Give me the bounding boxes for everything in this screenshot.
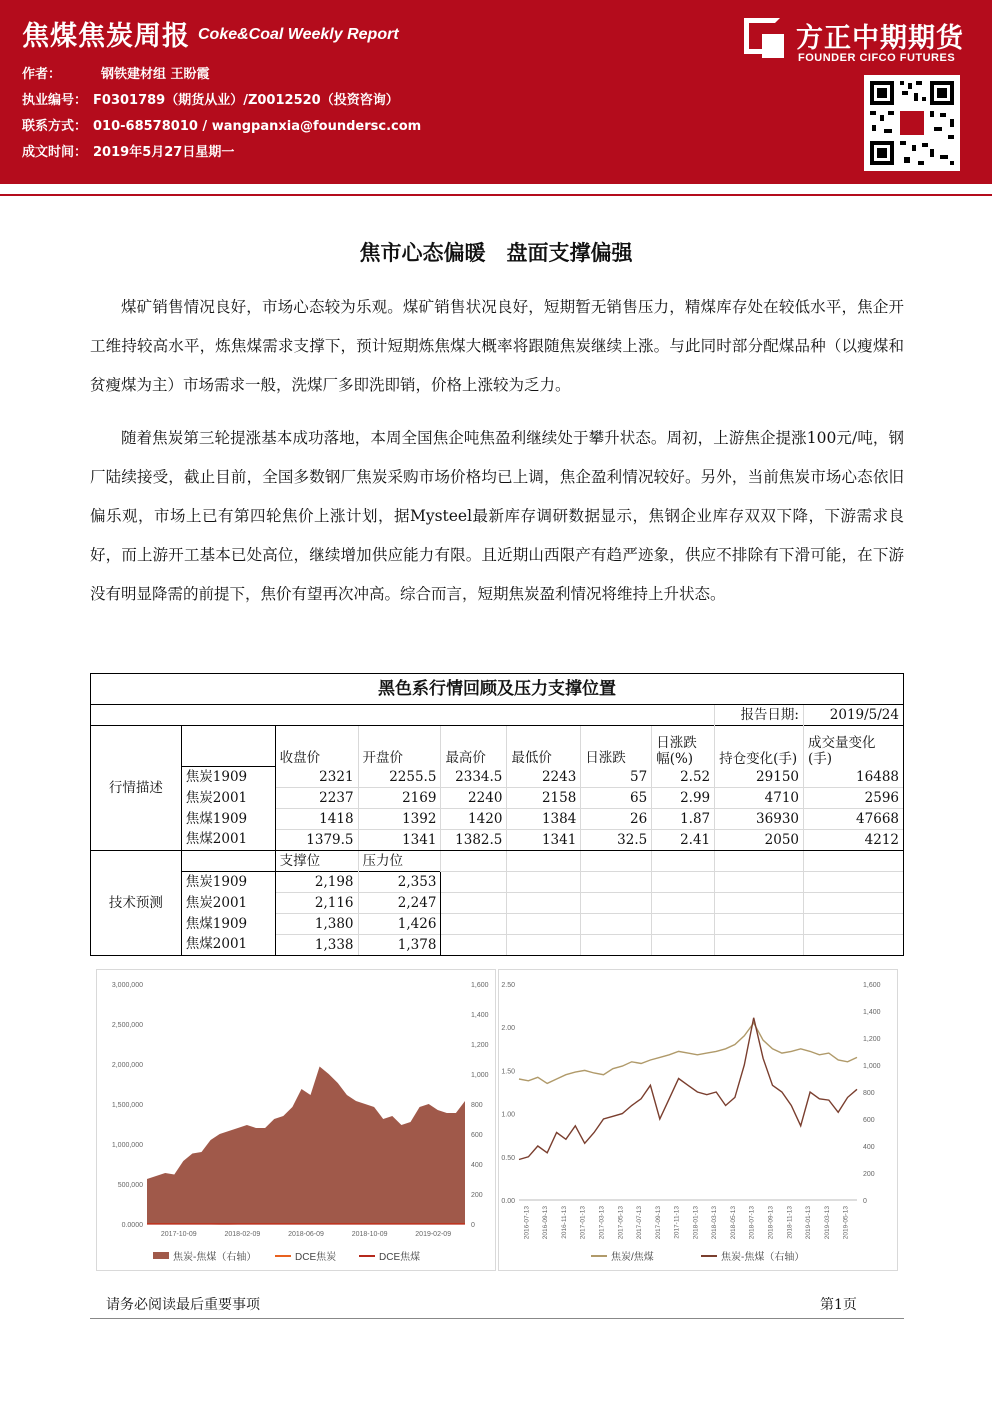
right-axis-tick: 1,000 [471, 1072, 489, 1079]
header-close: 收盘价 [275, 726, 358, 767]
spread-chart [96, 969, 496, 1271]
page-number: 第1页 [820, 1297, 857, 1313]
date-label: 成文时间： [22, 145, 88, 160]
table-row: 焦煤2001 1,338 1,378 [91, 934, 904, 955]
header-change-pct: 日涨跌幅(%) [652, 726, 715, 767]
contact-label: 联系方式： [22, 119, 88, 134]
right-axis-tick: 0 [471, 1222, 475, 1229]
x-axis-tick: 2018-07-13 [748, 1206, 756, 1240]
header-low: 最低价 [507, 726, 581, 767]
right-axis-tick: 1,200 [471, 1042, 489, 1049]
left-axis-tick: 2.00 [501, 1025, 515, 1033]
series-area [147, 1067, 465, 1225]
left-axis-tick: 1,000,000 [111, 1142, 143, 1149]
right-axis-tick: 600 [471, 1132, 483, 1139]
x-axis-tick: 2017-03-13 [598, 1206, 606, 1240]
header-open: 开盘价 [358, 726, 441, 767]
legend-label: 焦炭/焦煤 [611, 1252, 654, 1263]
table-row: 焦煤2001 1379.5 1341 1382.5 1341 32.5 2.41 2050 4212 [91, 829, 904, 850]
legend-label: DCE焦炭 [295, 1252, 337, 1263]
founder-logo-square [762, 34, 784, 58]
right-axis-tick: 1,200 [863, 1036, 881, 1043]
report-header [0, 0, 992, 184]
left-axis-tick: 1.50 [501, 1068, 515, 1076]
market-section-label: 行情描述 [91, 726, 182, 851]
market-table [90, 673, 904, 956]
footer-rule [90, 1318, 904, 1319]
x-axis-tick: 2016-07-13 [523, 1206, 531, 1240]
header-support: 支撑位 [275, 850, 358, 871]
x-axis-tick: 2016-11-13 [560, 1206, 568, 1239]
paragraph-1: 煤矿销售情况良好，市场心态较为乐观。煤矿销售状况良好，短期暂无销售压力，精煤库存处在较低水平，焦企开工维持较高水平，炼焦煤需求支撑下，预计短期炼焦煤大概率将跟随焦炭继续上涨。与此同时部分配煤品种（以瘦煤和贫瘦煤为主）市场需求一般，洗煤厂多即洗即销，价格上涨较为乏力。 [90, 298, 904, 394]
spread-chart-svg [97, 970, 495, 1270]
x-axis-tick: 2017-07-13 [636, 1206, 644, 1240]
report-date-label: 报告日期: [715, 705, 804, 726]
right-axis-tick: 0 [863, 1198, 867, 1205]
x-axis-tick: 2018-06-09 [288, 1231, 324, 1238]
paragraph-2: 随着焦炭第三轮提涨基本成功落地，本周全国焦企吨焦盈利继续处于攀升状态。周初，上游焦企提涨100元/吨，钢厂陆续接受，截止目前，全国多数钢厂焦炭采购市场价格均已上调，焦企盈利情况较好。另外，当前焦炭市场心态依旧偏乐观，市场上已有第四轮焦价上涨计划，据Mysteel最新库存调研数据显示，焦钢企业库存双双下降，下游需求良好，而上游开工基本已处高位，继续增加供应能力有限。且近期山西限产有趋严迹象，供应不排除有下滑可能，在下游没有明显降需的前提下，焦价有望再次冲高。综合而言，短期焦炭盈利情况将维持上升状态。 [90, 429, 904, 603]
x-axis-tick: 2019-02-09 [415, 1231, 452, 1238]
header-high: 最高价 [441, 726, 507, 767]
brand-name-cn: 方正中期期货 [796, 23, 964, 54]
left-axis-tick: 2,500,000 [111, 1022, 143, 1029]
left-axis-tick: 0.00 [501, 1198, 515, 1205]
left-axis-tick: 2.50 [501, 982, 515, 989]
table-row: 焦煤1909 1418 1392 1420 1384 26 1.87 36930 47668 [91, 808, 904, 829]
right-axis-tick: 200 [471, 1192, 483, 1199]
left-axis-tick: 3,000,000 [111, 982, 143, 989]
right-axis-tick: 1,400 [471, 1012, 489, 1019]
legend-label: 焦炭-焦煤（右轴） [173, 1252, 257, 1263]
report-subtitle: Coke&Coal Weekly Report [198, 26, 399, 43]
x-axis-tick: 2019-05-13 [842, 1206, 850, 1240]
right-axis-tick: 1,600 [471, 982, 489, 989]
qr-code-icon [864, 75, 960, 171]
tech-section-label: 技术预测 [91, 850, 182, 955]
right-axis-tick: 800 [471, 1102, 483, 1109]
left-axis-tick: 2,000,000 [111, 1062, 143, 1069]
left-axis-tick: 0.0000 [121, 1222, 143, 1229]
legend-label: DCE焦煤 [379, 1252, 421, 1263]
right-axis-tick: 200 [863, 1171, 875, 1178]
table-row: 焦炭2001 2,116 2,247 [91, 892, 904, 913]
header-rule [0, 194, 992, 196]
x-axis-tick: 2018-05-13 [729, 1206, 737, 1240]
header-change: 日涨跌 [581, 726, 652, 767]
header-resistance: 压力位 [358, 850, 441, 871]
x-axis-tick: 2017-09-13 [654, 1206, 662, 1240]
left-axis-tick: 0.50 [501, 1154, 515, 1162]
author-label: 作者： [22, 67, 62, 82]
disclaimer-note: 请务必阅读最后重要事项 [106, 1297, 260, 1313]
x-axis-tick: 2019-03-13 [823, 1206, 831, 1240]
report-title: 焦煤焦炭周报 [22, 21, 190, 52]
table-title: 黑色系行情回顾及压力支撑位置 [91, 674, 904, 705]
x-axis-tick: 2017-01-13 [579, 1206, 587, 1240]
header-oi-change: 持仓变化(手) [715, 726, 804, 767]
brand-name-en: FOUNDER CIFCO FUTURES [798, 52, 956, 64]
right-axis-tick: 600 [863, 1117, 875, 1124]
series-line [519, 1018, 857, 1160]
x-axis-tick: 2018-10-09 [351, 1231, 388, 1238]
right-axis-tick: 1,600 [863, 982, 881, 989]
right-axis-tick: 1,400 [863, 1009, 881, 1016]
report-date-value: 2019/5/24 [804, 705, 904, 726]
x-axis-tick: 2018-01-13 [692, 1206, 700, 1240]
x-axis-tick: 2018-03-13 [711, 1206, 719, 1240]
left-axis-tick: 1.00 [501, 1111, 515, 1119]
ratio-chart-svg [499, 970, 897, 1270]
legend-swatch [153, 1252, 169, 1259]
left-axis-tick: 500,000 [117, 1182, 143, 1189]
header-volume-change: 成交量变化(手) [804, 726, 904, 767]
left-axis-tick: 1,500,000 [111, 1102, 143, 1109]
right-axis-tick: 800 [863, 1090, 875, 1097]
x-axis-tick: 2019-01-13 [805, 1206, 813, 1240]
right-axis-tick: 400 [863, 1144, 875, 1151]
x-axis-tick: 2016-09-13 [542, 1206, 550, 1240]
contact-info: 010-68578010 / wangpanxia@foundersc.com [93, 119, 422, 134]
x-axis-tick: 2017-11-13 [673, 1206, 681, 1239]
report-date: 2019年5月27日星期一 [93, 145, 235, 160]
x-axis-tick: 2018-09-13 [767, 1206, 775, 1240]
header-gap [0, 184, 992, 194]
x-axis-tick: 2018-11-13 [786, 1206, 794, 1239]
right-axis-tick: 1,000 [863, 1063, 881, 1070]
table-row: 焦炭1909 2321 2255.5 2334.5 2243 57 2.52 29150 16488 [91, 767, 904, 788]
x-axis-tick: 2017-10-09 [160, 1231, 197, 1238]
table-row: 焦炭1909 2,198 2,353 [91, 871, 904, 892]
license-label: 执业编号： [22, 93, 88, 108]
series-line [519, 1023, 857, 1084]
legend-label: 焦炭-焦煤（右轴） [721, 1252, 805, 1263]
table-row: 焦炭2001 2237 2169 2240 2158 65 2.99 4710 2596 [91, 787, 904, 808]
x-axis-tick: 2018-02-09 [224, 1231, 261, 1238]
table-row: 焦煤1909 1,380 1,426 [91, 913, 904, 934]
article-title: 焦市心态偏暖 盘面支撑偏强 [359, 240, 633, 265]
author-name: 钢铁建材组 王盼霞 [101, 67, 210, 82]
right-axis-tick: 400 [471, 1162, 483, 1169]
author-info [22, 62, 427, 166]
ratio-chart [498, 969, 898, 1271]
x-axis-tick: 2017-05-13 [617, 1206, 625, 1240]
license-number: F0301789（期货从业）/Z0012520（投资咨询） [93, 93, 399, 108]
